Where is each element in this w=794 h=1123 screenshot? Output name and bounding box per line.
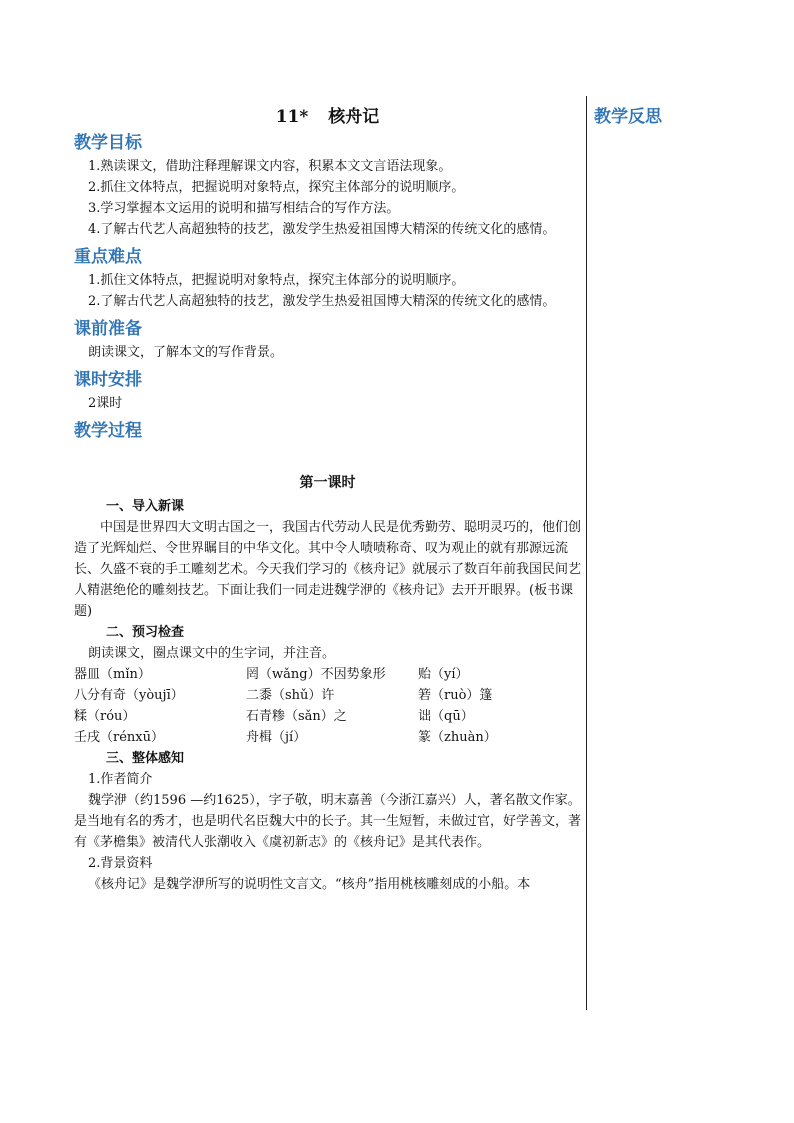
vocab-item: 篆（zhuàn）: [418, 730, 497, 745]
section-heading-goals: 教学目标: [74, 133, 142, 153]
vocab-item: 二黍（shǔ）许: [246, 688, 335, 703]
lesson-subtitle: 第一课时: [299, 475, 356, 491]
vocab-item: 壬戌（rénxū）: [74, 730, 164, 745]
vocab-item: 舟楫（jí）: [246, 730, 307, 745]
step-heading-intro: 一、导入新课: [106, 499, 185, 514]
column-divider: [586, 96, 587, 1010]
background-paragraph: 《核舟记》是魏学洢所写的说明性文言文。“核舟”指用桃核雕刻成的小船。本: [88, 877, 531, 892]
intro-paragraph: 中国是世界四大文明古国之一，我国古代劳动人民是优秀勤劳、聪明灵巧的，他们创造了光辉灿烂、令世界瞩目的中华文化。其中令人啧啧称奇、叹为观止的就有那源远流长、久盛不衰的手工雕刻艺术。今天我们学习的《核舟记》就展示了数百年前我国民间艺人精湛绝伦的雕刻技艺。下面让我们一同走进魏学洢的《核舟记》去开开眼界。(板书课题): [74, 520, 582, 619]
vocab-item: 罔（wǎng）不因势象形: [246, 667, 386, 682]
step-heading-overview: 三、整体感知: [106, 751, 185, 766]
reflection-heading: 教学反思: [594, 107, 662, 127]
lesson-plan-body: [74, 104, 581, 895]
lesson-title: 核舟记: [328, 107, 380, 127]
page-title: [74, 104, 581, 130]
vocab-item: 石青糁（sǎn）之: [246, 709, 347, 724]
vocab-item: 糅（róu）: [74, 709, 136, 724]
lesson-number: 11*: [275, 107, 309, 127]
reflection-column: [594, 102, 662, 127]
prep-text: 朗读课文，了解本文的写作背景。: [88, 345, 284, 360]
key-item: 2.了解古代艺人高超独特的技艺，激发学生热爱祖国博大精深的传统文化的感情。: [88, 294, 556, 309]
background-label: 2.背景资料: [88, 856, 153, 871]
author-label: 1.作者简介: [88, 772, 153, 787]
goal-item: 1.熟读课文，借助注释理解课文内容，积累本文文言语法现象。: [88, 159, 452, 174]
preview-instruction: 朗读课文，圈点课文中的生字词，并注音。: [88, 646, 336, 661]
section-heading-prep: 课前准备: [74, 319, 142, 339]
key-points-list: [74, 270, 581, 312]
vocab-item: 诎（qū）: [418, 709, 474, 724]
vocab-grid: [74, 664, 581, 748]
author-paragraph: 魏学洢（约1596 —约1625），字子敬，明末嘉善（今浙江嘉兴）人，著名散文作家。是当地有名的秀才，也是明代名臣魏大中的长子。其一生短暂，未做过官，好学善文，著有《茅檐集》被清代人张潮收入《虞初新志》的《核舟记》是其代表作。: [74, 793, 582, 850]
time-text: 2课时: [88, 396, 123, 411]
goals-list: [74, 156, 581, 240]
section-heading-time: 课时安排: [74, 370, 142, 390]
vocab-item: 贻（yí）: [418, 667, 469, 682]
vocab-item: 器皿（mǐn）: [74, 667, 151, 682]
goal-item: 4.了解古代艺人高超独特的技艺，激发学生热爱祖国博大精深的传统文化的感情。: [88, 222, 556, 237]
key-item: 1.抓住文体特点，把握说明对象特点，探究主体部分的说明顺序。: [88, 273, 465, 288]
goal-item: 2.抓住文体特点，把握说明对象特点，探究主体部分的说明顺序。: [88, 180, 465, 195]
vocab-item: 箬（ruò）篷: [418, 688, 493, 703]
step-heading-preview: 二、预习检查: [106, 625, 185, 640]
vocab-item: 八分有奇（yòujī）: [74, 688, 184, 703]
section-heading-key: 重点难点: [74, 247, 142, 267]
section-heading-process: 教学过程: [74, 421, 142, 441]
goal-item: 3.学习掌握本文运用的说明和描写相结合的写作方法。: [88, 201, 400, 216]
